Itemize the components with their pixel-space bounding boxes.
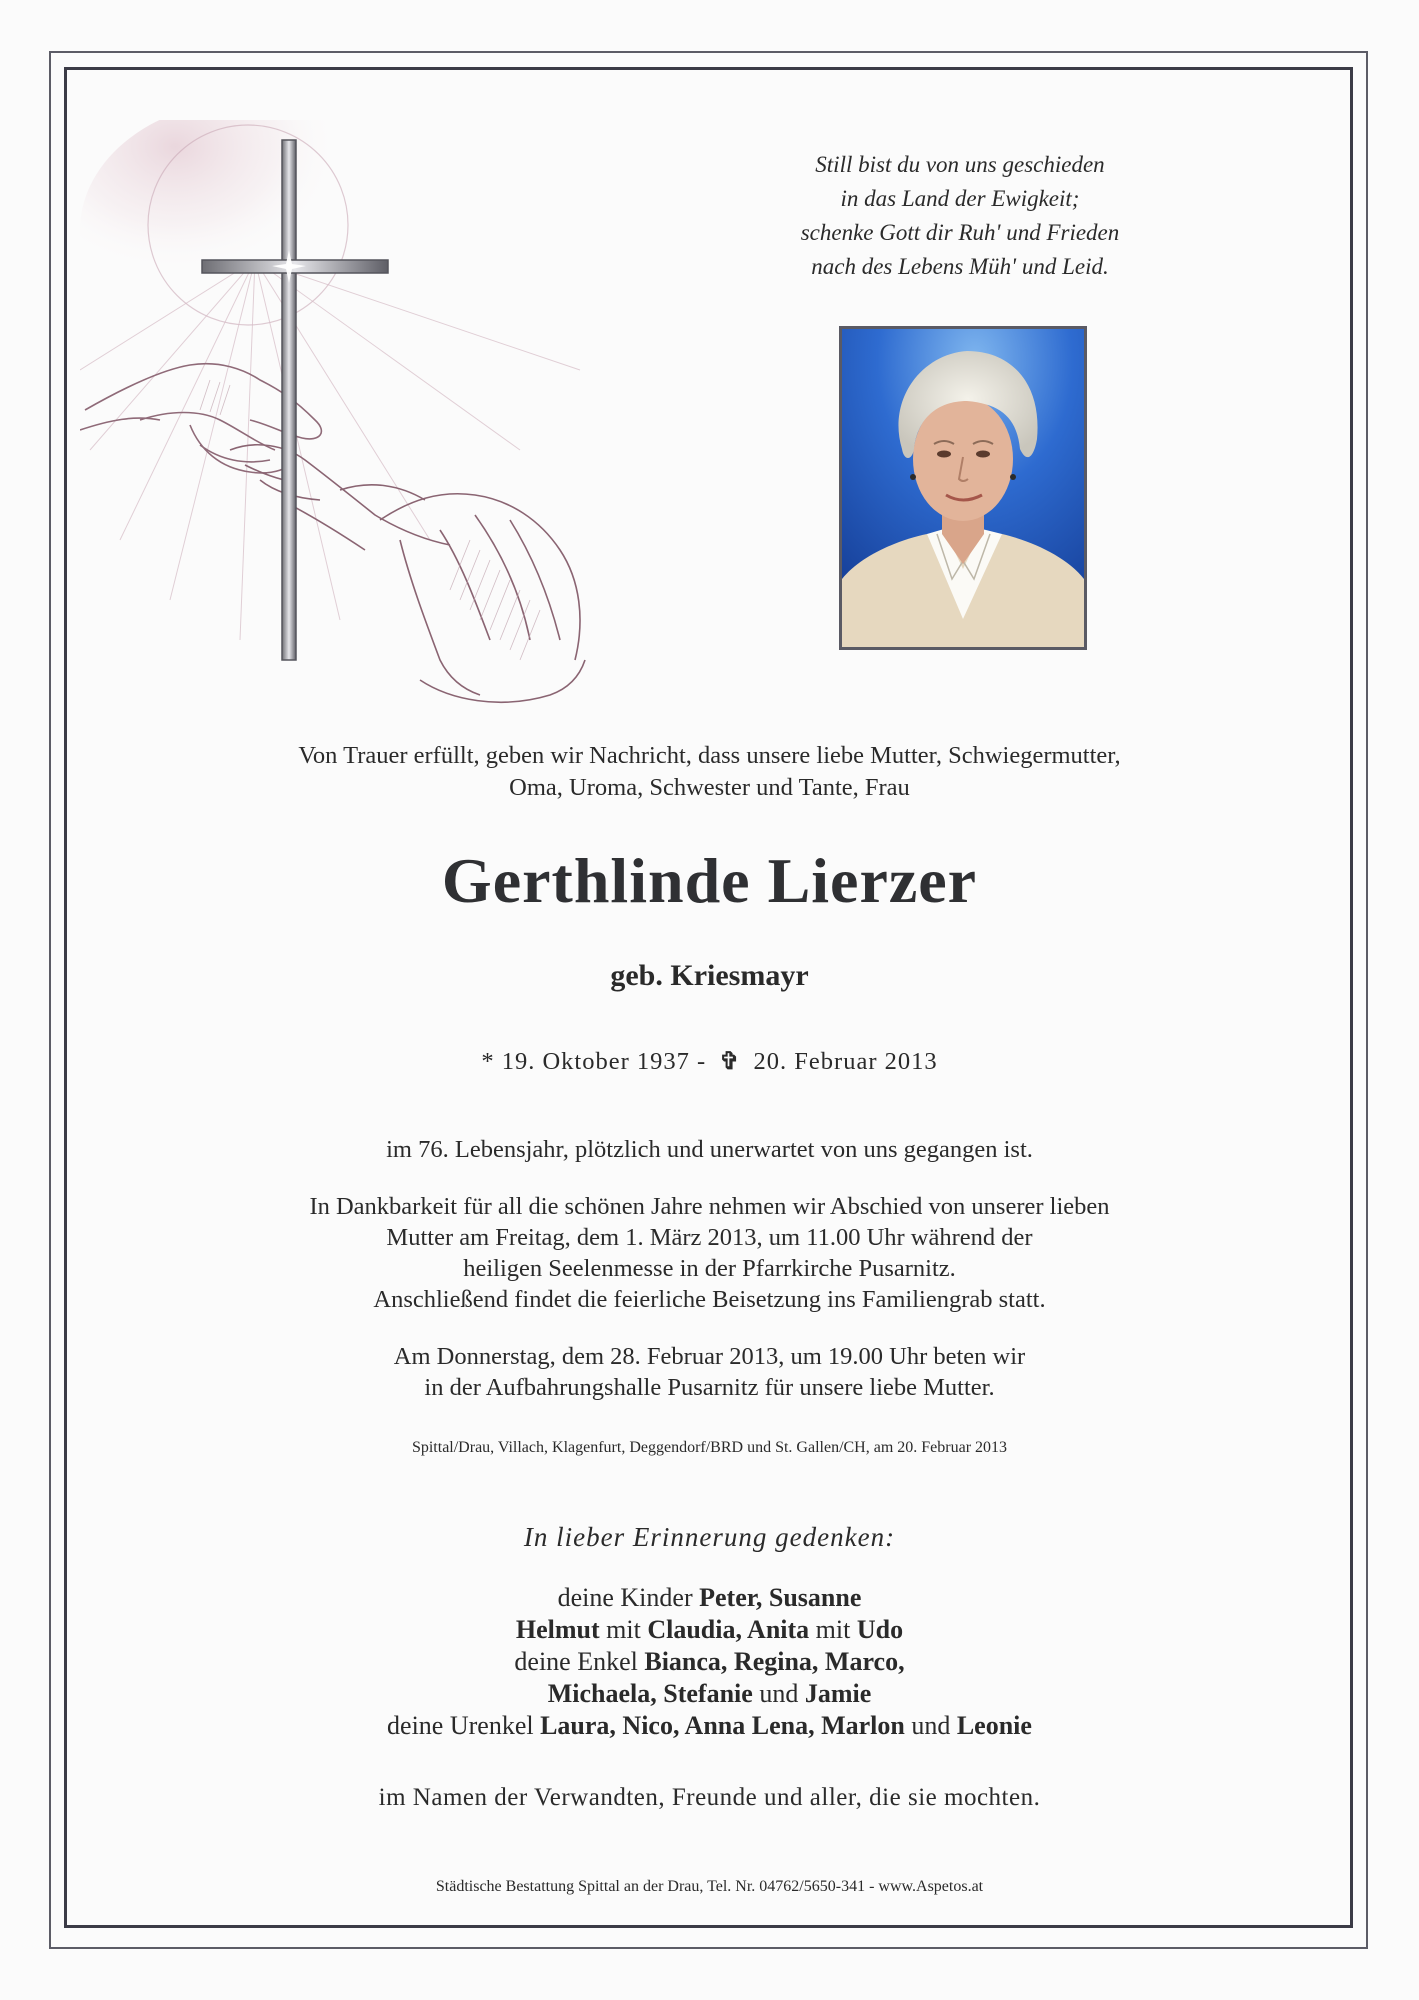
family-line-children-partners bbox=[100, 1614, 1319, 1646]
family-names: Bianca, Regina, Marco, bbox=[644, 1647, 905, 1676]
maiden-name: geb. Kriesmayr bbox=[610, 959, 809, 992]
portrait-photo bbox=[839, 326, 1087, 650]
family-names: Laura, Nico, Anna Lena, Marlon bbox=[540, 1711, 905, 1740]
prayer-line: in der Aufbahrungshalle Pusarnitz für unsere liebe Mutter. bbox=[424, 1374, 995, 1401]
birth-date: * 19. Oktober 1937 - bbox=[481, 1048, 707, 1075]
closing-line: im Namen der Verwandten, Freunde und aller, die sie mochten. bbox=[378, 1784, 1041, 1811]
family-names: Udo bbox=[856, 1615, 904, 1644]
funeral-home-footer: Städtische Bestattung Spittal an der Drau, Tel. Nr. 04762/5650-341 - www.Aspetos.at bbox=[435, 1878, 984, 1895]
family-names: Peter, Susanne bbox=[699, 1583, 862, 1612]
poem-line: schenke Gott dir Ruh' und Frieden bbox=[800, 220, 1120, 245]
family-line-grandchildren-cont bbox=[100, 1678, 1319, 1710]
deceased-name: Gerthlinde Lierzer bbox=[441, 845, 978, 916]
family-names: Jamie bbox=[804, 1679, 872, 1708]
family-list bbox=[100, 1582, 1319, 1742]
family-text: und bbox=[911, 1711, 951, 1740]
family-names: Helmut bbox=[515, 1615, 600, 1644]
funeral-line: Anschließend findet die feierliche Beisetzung ins Familiengrab statt. bbox=[373, 1286, 1046, 1313]
funeral-line: heiligen Seelenmesse in der Pfarrkirche Pusarnitz. bbox=[463, 1255, 956, 1282]
death-date: 20. Februar 2013 bbox=[753, 1048, 938, 1075]
prayer-details bbox=[100, 1341, 1319, 1403]
intro-line: Oma, Uroma, Schwester und Tante, Frau bbox=[509, 774, 910, 801]
family-text: mit bbox=[606, 1615, 641, 1644]
announcement-intro bbox=[100, 740, 1319, 804]
dagger-cross-icon: ✞ bbox=[719, 1046, 741, 1075]
place-and-date: Spittal/Drau, Villach, Klagenfurt, Deggendorf/BRD und St. Gallen/CH, am 20. Februar 2013 bbox=[411, 1439, 1008, 1456]
prayer-line: Am Donnerstag, dem 28. Februar 2013, um 19.00 Uhr beten wir bbox=[393, 1343, 1026, 1370]
family-text: und bbox=[759, 1679, 799, 1708]
passing-statement: im 76. Lebensjahr, plötzlich und unerwartet von uns gegangen ist. bbox=[386, 1136, 1033, 1163]
cross-and-hands-illustration bbox=[80, 120, 680, 730]
funeral-line: In Dankbarkeit für all die schönen Jahre nehmen wir Abschied von unserer lieben bbox=[309, 1193, 1110, 1220]
family-text: deine Urenkel bbox=[387, 1711, 534, 1740]
family-names: Claudia, Anita bbox=[647, 1615, 810, 1644]
poem-line: nach des Lebens Müh' und Leid. bbox=[811, 254, 1109, 279]
family-text: mit bbox=[815, 1615, 851, 1644]
family-line-grandchildren bbox=[100, 1646, 1319, 1678]
memorial-poem bbox=[700, 148, 1220, 284]
sun-glow bbox=[80, 120, 420, 360]
family-text: deine Kinder bbox=[557, 1583, 693, 1612]
sketch-hatching bbox=[200, 380, 540, 660]
funeral-line: Mutter am Freitag, dem 1. März 2013, um 11.00 Uhr während der bbox=[386, 1224, 1033, 1251]
poem-line: Still bist du von uns geschieden bbox=[815, 152, 1105, 177]
family-text: deine Enkel bbox=[514, 1647, 638, 1676]
family-names: Leonie bbox=[956, 1711, 1032, 1740]
portrait-image bbox=[842, 329, 1084, 647]
remembrance-heading: In lieber Erinnerung gedenken: bbox=[523, 1522, 896, 1552]
family-line-great-grandchildren bbox=[100, 1710, 1319, 1742]
poem-line: in das Land der Ewigkeit; bbox=[840, 186, 1080, 211]
funeral-details bbox=[100, 1191, 1319, 1315]
family-line-children bbox=[100, 1582, 1319, 1614]
life-dates bbox=[100, 1043, 1319, 1080]
intro-line: Von Trauer erfüllt, geben wir Nachricht, dass unsere liebe Mutter, Schwiegermutter, bbox=[298, 742, 1121, 769]
family-names: Michaela, Stefanie bbox=[547, 1679, 753, 1708]
